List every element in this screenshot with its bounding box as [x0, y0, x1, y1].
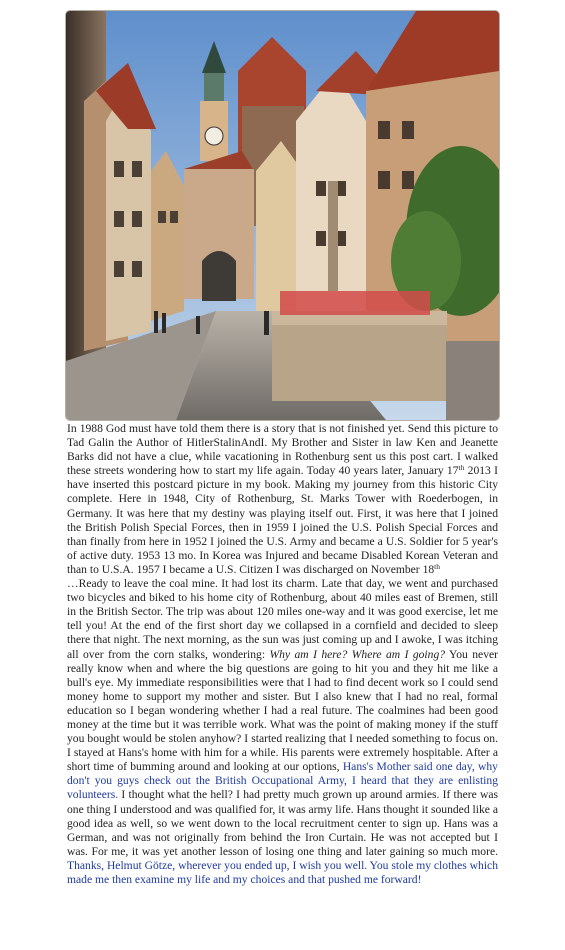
- quote-hans-mother: Hans's Mother said one day, why don't you guys check out the British Occupational Army, I heard that they are enlisting volunteers.: [67, 760, 498, 802]
- paragraph-intro: In 1988 God must have told them there is a story that is not finished yet. Send this picture to Tad Galin the Author of HitlerStalinAndI. My Brother and Sister in law Ken and Jeanette Barks did not have a clue, while vacationing in Rothenburg sent us this post cart. I walked these streets wondering how to start my life again. Today 40 years later, January 17th 2013 I have inserted this postcard picture in my book. Making my journey from this historic City complete. Here in 1948, City of Rothenburg, St. Marks Tower with Roederbogen, in Germany. It was here that my destiny was playing itself out. First, it was here that I joined the British Polish Special Forces, then in 1959 I joined the U.S. Polish Special Forces and than finally from here in 1952 I joined the U.S. Army and became a U.S. Soldier for 5 year's of active duty. 1953 13 mo. In Korea was Injured and became Disabled Korean Veteran and than to U.S.A. 1957 I became a U.S. Citizen I was discharged on November 18th: [67, 422, 498, 576]
- quote-helmut-gotze: Thanks, Helmut Götze, wherever you ended up, I wish you well. You stole my clothes which made me then examine my life and my choices and that pushed me forward!: [67, 858, 498, 886]
- postcard-photo: [66, 11, 499, 420]
- paragraph-story: …Ready to leave the coal mine. It had lost its charm. Late that day, we went and purchased two bicycles and biked to his home city of Rothenburg, about 40 miles east of Bremen, still in the British Sector. The trip was about 120 miles one-way and it was good exercise, let me tell you! At the end of the first short day we collapsed in a cornfield and decided to sleep there that night. The next morning, as the sun was just coming up and I awoke, I was itching all over from the corn stalks, wondering: Why am I here? Where am I going? You never really know when and where the big questions are going to hit you and they hit me like a bull's eye. My immediate responsibilities were that I had to find decent work so I could send money home to support my mother and sister. But I also knew that I had no real, formal education so I began wondering whether I had a real future. The coalmines had been good money at the time but it was terrible work. What was the point of making money if the stuff you bought would be stolen anyhow? I started realizing that I needed something to focus on. I stayed at Hans's home with him for a while. His parents were extremely hospitable. After a short time of bumming around and looking at our options, Hans's Mother said one day, why don't you guys check out the British Occupational Army, I heard that they are enlisting volunteers. I thought what the hell? I had pretty much grown up around armies. If there was one thing I understood and was qualified for, it was army life. Hans thought it sounded like a good idea as well, so we went down to the local recruitment center to sign up. Hans was a German, and was not originally from behind the Iron Curtain. He was not accepted but I was. For me, it was yet another lesson of losing one thing and later gaining so much more. Thanks, Helmut Götze, wherever you ended up, I wish you well. You stole my clothes which made me then examine my life and my choices and that pushed me forward!: [67, 577, 498, 886]
- story-text: [67, 422, 498, 887]
- rothenburg-street-image: [66, 11, 499, 420]
